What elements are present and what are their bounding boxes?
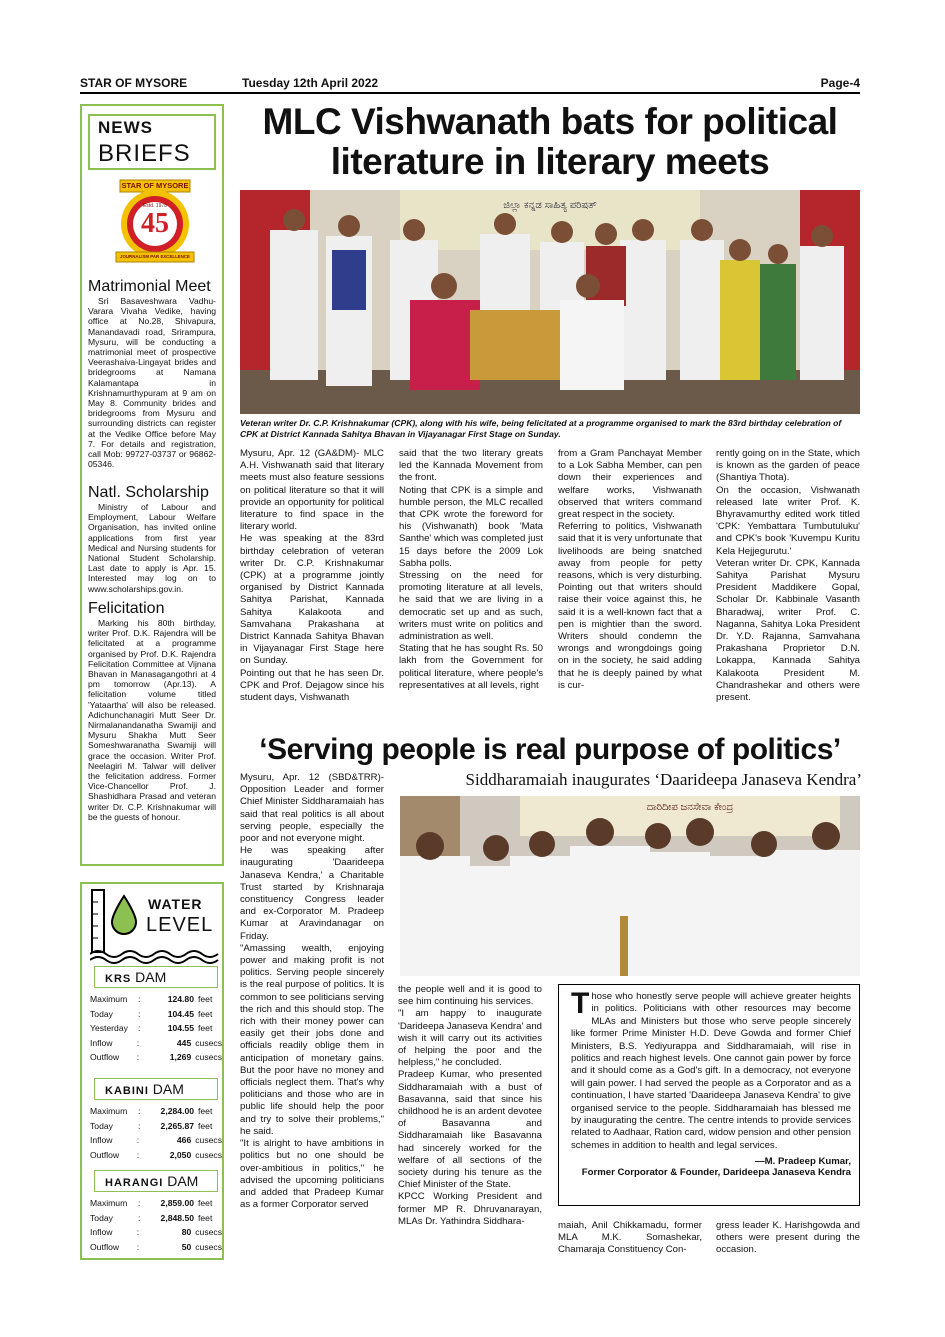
brief-scholarship	[88, 484, 216, 596]
logo-estd: Estd. 1978	[143, 203, 167, 209]
quote-drop-cap: T	[571, 987, 590, 1020]
story2-col3: maiah, Anil Chikkamadu, former MLA M.K. Somashekar, Chamaraja Constituency Con-	[558, 1220, 702, 1256]
table-row: Inflow : 445 cusecs	[90, 1037, 222, 1048]
story2-col1: Mysuru, Apr. 12 (SBD&TRR)- Opposition Leader and former Chief Minister Siddharamaiah has said that real politics is all about serving people, especially the poor and not everyone might. He was speaking after inaugurating 'Daarideepa Janaseva Kendra,' a Charitable Trust started by Krishnaraja constituency Congress leader and ex-Corporator M. Pradeep Kumar at Aravindanagar on Friday. "Amassing wealth, enjoying power and making profit is not politics. Serving people sincerely is the real purpose of politics. It is common to see politicians serving the rich and this should stop. The rich with their money power can easily get their jobs done and officials readily oblige them in anticipation of monetary gains. But the poor have no money and officials neglect them. That's why politicians and those who are in public life should help the poor and try to solve their problems," he said. "It is alright to have ambitions in politics but no one should be over-ambitious in politics," he advised the upcoming politicians and added that Pradeep Kumar as a former Corporator served	[240, 772, 384, 1211]
story2-headline: ‘Serving people is real purpose of politics’	[259, 733, 841, 766]
table-row: Maximum : 2,859.00 feet	[90, 1198, 213, 1208]
inauguration-photo-icon	[400, 796, 860, 976]
briefs-title-top: NEWS	[98, 118, 153, 137]
briefs-title-bottom: BRIEFS	[98, 140, 191, 167]
quote-text: hose who honestly serve people will achieve greater heights in politics. Politicians with other resources may become MLAs and Ministers but those who serve people sincerely like former Prime Minister H.D. Deve Gowda and former Chief Ministers, B.S. Yediyurappa and Siddharamaiah, will rise in politics and reach highest levels. One cannot gain power by force and it should come as a God's gift. In a democracy, not everyone will gain power. I had served the people as a Corporator and as a continuation, I have started 'Daarideepa Janaseva Kendra' to give organised service to the people. Siddharamaiah has blessed me by inaugurating the centre. The centre intends to provide services related to Aadhaar, Ration card, widow pension and other pension schemes in addition to health and legal services.	[571, 991, 852, 1151]
table-row: Yesterday : 104.55 feet	[90, 1023, 213, 1034]
brief-text: Ministry of Labour and Employment, Labour Welfare Organisation, has invited online applications from first year Medical and Nursing students for National Student Scholarship. Last date to apply is Apr. 15. Interested may log on to www.scholarships.gov.in.	[88, 502, 216, 594]
story1-col4: rently going on in the State, which is known as the garden of peace (Shantiya Thota). On the occasion, Vishwanath released late writer Prof. K. Bhyravamurthy edited work titled 'CPK: Yembattara Tumbutuluku' and CPK's book 'Kuvempu Kuritu Kela Hejjegurutu.' Veteran writer Dr. CPK, Kannada Sahitya Parishat Mysuru President Maddikere Gopal, Scholar Dr. Kabbinale Vasanth Bharadwaj, writer Prof. C. Naganna, Sahitya Loka President Dr. Y.D. Rajanna, Samvahana Prakashana Proprietor D.N. Lokappa, Kannada Sahitya Kalakoota President M. Chandrashekar and others were present.	[716, 448, 860, 704]
dam-header-krs: KRS DAM	[94, 966, 218, 988]
page-number: Page-4	[820, 76, 860, 90]
water-level-box	[80, 882, 224, 1260]
paper-name: STAR OF MYSORE	[80, 76, 188, 90]
photo-banner-text: ಜಿಲ್ಲಾ ಕನ್ನಡ ಸಾಹಿತ್ಯ ಪರಿಷತ್	[503, 200, 597, 211]
issue-date: Tuesday 12th April 2022	[242, 76, 379, 90]
story2-quote-box	[558, 984, 860, 1206]
story2-photo	[400, 796, 860, 976]
water-title-top: WATER	[148, 896, 203, 912]
brief-text: Marking his 80th birthday, writer Prof. D.K. Rajendra will be felicitated at a programme organised by Prof. D.K. Rajendra Felicitation Committee at Vijnana Bhavan in Manasagangothri at 4 pm tomorrow (Apr.13). A felicitation volume titled 'Yataartha' will also be released. Adichunchanagiri Mutt Seer Dr. Nirmalanandanatha Swamiji and Mysuru Shakha Mutt Seer Someshwaranatha Swamiji will grace the occasion. Writer Prof. Neelagiri M. Talwar will deliver the felicitation address. Former Vice-Chancellor Prof. J. Shashidhara Prasad and veteran writer Dr. C.P. Krishnakumar will be the guests of honour.	[88, 618, 216, 822]
table-row: Maximum : 124.80 feet	[90, 994, 213, 1004]
dam-header-kabini: KABINI DAM	[94, 1078, 218, 1100]
quote-author: —M. Pradeep Kumar,	[755, 1156, 851, 1168]
story1-headline: MLC Vishwanath bats for political literature in literary meets	[262, 101, 838, 182]
table-row: Today : 104.45 feet	[90, 1008, 213, 1019]
story1-photo	[240, 190, 860, 414]
brief-matrimonial	[88, 278, 216, 484]
dam-table-harangi	[90, 1196, 222, 1254]
news-briefs-box	[80, 104, 224, 866]
table-row: Outflow : 50 cusecs	[90, 1241, 222, 1252]
brief-heading: Matrimonial Meet	[88, 278, 211, 295]
story1-col1: Mysuru, Apr. 12 (GA&DM)- MLC A.H. Vishwanath said that literary meets must also feature sessions on political literature so that it will provide an opportunity for political literature to find space in the literary world. He was speaking at the 83rd birthday celebration of veteran writer Dr. C.P. Krishnakumar (CPK) at a programme jointly organised by District Kannada Sahitya Parishat, Kannada Sahitya Kalakoota and Samvahana Prakashana at District Kannada Sahitya Bhavan in Vijayanagar First Stage here on Sunday. Pointing out that he has seen Dr. CPK and Prof. Dejagow since his student days, Vishwanath	[240, 448, 384, 704]
star-of-mysore-logo	[112, 178, 198, 268]
logo-number: 45	[141, 208, 169, 239]
table-row: Maximum : 2,284.00 feet	[90, 1106, 213, 1116]
page-header	[80, 76, 860, 94]
dam-table-kabini	[90, 1104, 222, 1162]
story2-subhead: Siddharamaiah inaugurates ‘Daarideepa Janaseva Kendra’	[465, 770, 862, 789]
logo-name: STAR OF MYSORE	[121, 181, 189, 190]
quote-role: Former Corporator & Founder, Darideepa Janaseva Kendra	[581, 1167, 851, 1179]
table-row: Outflow : 1,269 cusecs	[90, 1052, 222, 1063]
table-row: Today : 2,848.50 feet	[90, 1212, 213, 1223]
table-row: Outflow : 2,050 cusecs	[90, 1149, 222, 1160]
brief-text: Sri Basaveshwara Vadhu-Varara Vivaha Vedike, having office at No.28, Shivapura, Manandavadi road, Srirampura, Mysuru, will be conducting a matrimonial meet of prospective Veerashaiva-Lingayat brides and bridegrooms at Namana Kalamantapa in Krishnamurthypuram at 9 am on May 8. Community brides and bridegrooms from Mysuru and surrounding districts can register at the Vedike Office before May 7. For details and registration, call Mob: 99727-03737 or 96862-05346.	[88, 296, 216, 470]
briefs-title-box	[88, 114, 216, 170]
logo-motto: JOURNALISM PAR EXCELLENCE	[120, 254, 190, 259]
water-title-bottom: LEVEL	[146, 914, 214, 936]
brief-felicitation	[88, 600, 216, 852]
photo-banner-text: ದಾರಿದೀಪ ಜನಸೇವಾ ಕೇಂದ್ರ	[646, 802, 734, 813]
table-row: Inflow : 466 cusecs	[90, 1135, 222, 1146]
story2-col2: the people well and it is good to see him continuing his services. "I am happy to inaugurate 'Darideepa Janaseva Kendra' and wish it will carry out its activities of helping the poor and the helpless," he concluded. Pradeep Kumar, who presented Siddharamaiah with a bust of Basavanna, said that since his childhood he is an ardent devotee of Basavanna and Siddharamaiah like Basavanna had sincerely worked for the welfare of all sections of the society during his tenure as the Chief Minister of the State. KPCC Working President and former MP R. Dhruvanarayan, MLAs Dr. Yathindra Siddhara-	[398, 984, 542, 1227]
table-row: Today : 2,265.87 feet	[90, 1120, 213, 1131]
brief-heading: Natl. Scholarship	[88, 484, 209, 501]
story1-col3: from a Gram Panchayat Member to a Lok Sabha Member, can pen down their experiences and welfare works, Vishwanath observed that writers command great respect in the society. Referring to politics, Vishwanath said that it is very unfortunate that livelihoods are being snatched away from people for petty reasons, which is very disturbing. Pointing out that writers should raise their voice against this, he said it is a well-known fact that a pen is mightier than the sword. Writers should condemn the wrongs and wrongdoings going on in the society, he said adding that he is deeply pained by what is cur-	[558, 448, 702, 691]
table-row: Inflow : 80 cusecs	[90, 1227, 222, 1238]
story1-col2: said that the two literary greats led the Kannada Movement from the front. Noting that CPK is a simple and humble person, the MLC recalled that CPK wrote the foreword for his (Vishwanath) book 'Mata Santhe' which was completed just 15 days before the 2009 Lok Sabha polls. Stressing on the need for promoting literature at all levels, he said that we are living in a democratic set up and as such, writers must write on politics and administration as well. Stating that he has sought Rs. 50 lakh from the Government for political literature, where people's representatives at all levels, right	[399, 448, 543, 691]
story2-col4: gress leader K. Harishgowda and others were present during the occasion.	[716, 1220, 860, 1256]
felicitation-photo-icon	[240, 190, 860, 414]
dam-table-krs	[90, 992, 222, 1065]
brief-heading: Felicitation	[88, 600, 165, 617]
dam-header-harangi: HARANGI DAM	[94, 1170, 218, 1192]
story1-caption: Veteran writer Dr. C.P. Krishnakumar (CPK), along with his wife, being felicitated at a programme organised to mark the 83rd birthday celebration of CPK at District Kannada Sahitya Bhavan in Vijayanagar First Stage on Sunday.	[240, 418, 842, 439]
